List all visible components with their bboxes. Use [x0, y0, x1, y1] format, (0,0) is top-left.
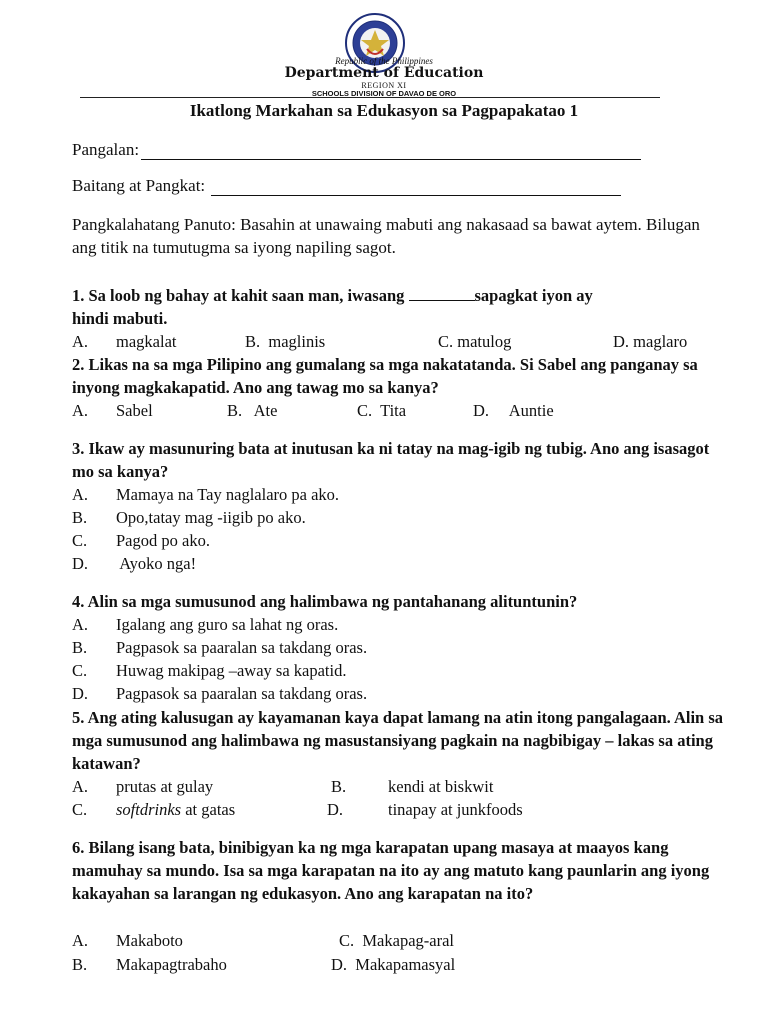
option-b[interactable]: B. maglinis — [245, 332, 326, 351]
option-b-text[interactable]: Opo,tatay mag -iigib po ako. — [116, 508, 306, 527]
option-b-letter[interactable]: B. — [72, 638, 88, 657]
option-d[interactable]: D. maglaro — [613, 332, 688, 351]
grade-field[interactable] — [72, 176, 621, 196]
option-c[interactable]: C. matulog — [438, 332, 512, 351]
division-label: SCHOOLS DIVISION OF DAVAO DE ORO — [311, 89, 457, 98]
option-d[interactable]: D. Auntie — [473, 401, 554, 420]
option-a-text[interactable]: Mamaya na Tay naglalaro pa ako. — [116, 485, 340, 504]
option-c-letter[interactable]: C. — [72, 531, 88, 550]
option-b-text[interactable]: Pagpasok sa paaralan sa takdang oras. — [116, 638, 368, 657]
question-3: 3. Ikaw ay masunuring bata at inutusan ka ni tatay na mag-igib ng tubig. Ano ang isasagot mo sa kanya? — [72, 439, 710, 481]
republic-label: Republic of the Philippines — [335, 56, 433, 66]
option-b-text[interactable]: Makapagtrabaho — [116, 955, 227, 974]
option-d-text[interactable]: tinapay at junkfoods — [388, 800, 523, 819]
option-b-text[interactable]: kendi at biskwit — [388, 777, 494, 796]
region-label: REGION XI — [361, 81, 407, 90]
question-5: 5. Ang ating kalusugan ay kayamanan kaya dapat lamang na atin itong pangalagaan. Alin sa mga sumusunod ang halimbawa ng masustansiyang pagkain na nagbibigay – lakas sa ating katawan? — [72, 708, 724, 773]
question-6: 6. Bilang isang bata, binibigyan ka ng mga karapatan upang masaya at maayos kang mamuhay sa mundo. Isa sa mga karapatan na ito ay ang matuto kang paunlarin ang iyong kakayahan sa larangan ng edukasyon. Ano ang karapatan na ito? — [72, 838, 710, 903]
grade-label: Baitang at Pangkat: — [72, 176, 206, 195]
option-a[interactable]: A. — [72, 332, 89, 351]
name-field[interactable] — [72, 140, 641, 160]
option-a[interactable]: A. — [72, 401, 89, 420]
question-4: 4. Alin sa mga sumusunod ang halimbawa ng pantahanang alituntunin? — [72, 592, 578, 611]
option-d-letter[interactable]: D. — [72, 554, 89, 573]
answer-blank — [409, 288, 475, 301]
option-b[interactable]: B. Ate — [227, 401, 278, 420]
option-c[interactable]: C. Makapag-aral — [339, 931, 455, 950]
header-divider — [80, 97, 660, 98]
name-label: Pangalan: — [72, 140, 140, 159]
option-d-letter[interactable]: D. — [72, 684, 89, 703]
option-b-letter[interactable]: B. — [72, 508, 88, 527]
option-d[interactable]: D. Makapamasyal — [331, 955, 456, 974]
option-c[interactable]: C. Tita — [357, 401, 407, 420]
option-c-letter[interactable]: C. — [72, 800, 88, 819]
option-b-letter[interactable]: B. — [331, 777, 347, 796]
option-c-text[interactable]: Huwag makipag –away sa kapatid. — [116, 661, 347, 680]
option-d-letter[interactable]: D. — [327, 800, 344, 819]
option-a-text[interactable]: magkalat — [116, 332, 177, 351]
option-d-text[interactable]: Pagpasok sa paaralan sa takdang oras. — [116, 684, 368, 703]
option-a-text[interactable]: Makaboto — [116, 931, 183, 950]
option-c-text[interactable]: softdrinks at gatas — [116, 800, 236, 819]
option-d-text[interactable]: Ayoko nga! — [116, 554, 197, 573]
option-a-letter[interactable]: A. — [72, 777, 89, 796]
option-a-letter[interactable]: A. — [72, 485, 89, 504]
option-c-text[interactable]: Pagod po ako. — [116, 531, 210, 550]
question-1: 1. Sa loob ng bahay at kahit saan man, iwasang sapagkat iyon ay hindi mabuti. — [72, 286, 593, 328]
option-a-text[interactable]: prutas at gulay — [116, 777, 214, 796]
instructions: Pangkalahatang Panuto: Basahin at unawaing mabuti ang nakasaad sa bawat aytem. Bilugan ang titik na tumutugma sa iyong napiling sagot. — [72, 215, 700, 257]
department-label: Department of Education — [284, 65, 484, 81]
question-2: 2. Likas na sa mga Pilipino ang gumalang sa mga nakatatanda. Si Sabel ang panganay sa inyong magkakapatid. Ano ang tawag mo sa kanya? — [72, 355, 698, 397]
name-blank[interactable] — [141, 145, 641, 160]
option-a-text[interactable]: Igalang ang guro sa lahat ng oras. — [116, 615, 339, 634]
option-a-letter[interactable]: A. — [72, 931, 89, 950]
option-a-text[interactable]: Sabel — [116, 401, 153, 420]
option-a-letter[interactable]: A. — [72, 615, 89, 634]
option-c-letter[interactable]: C. — [72, 661, 88, 680]
page-title: Ikatlong Markahan sa Edukasyon sa Pagpapakatao 1 — [189, 101, 579, 120]
grade-blank[interactable] — [211, 181, 621, 196]
option-b-letter[interactable]: B. — [72, 955, 88, 974]
